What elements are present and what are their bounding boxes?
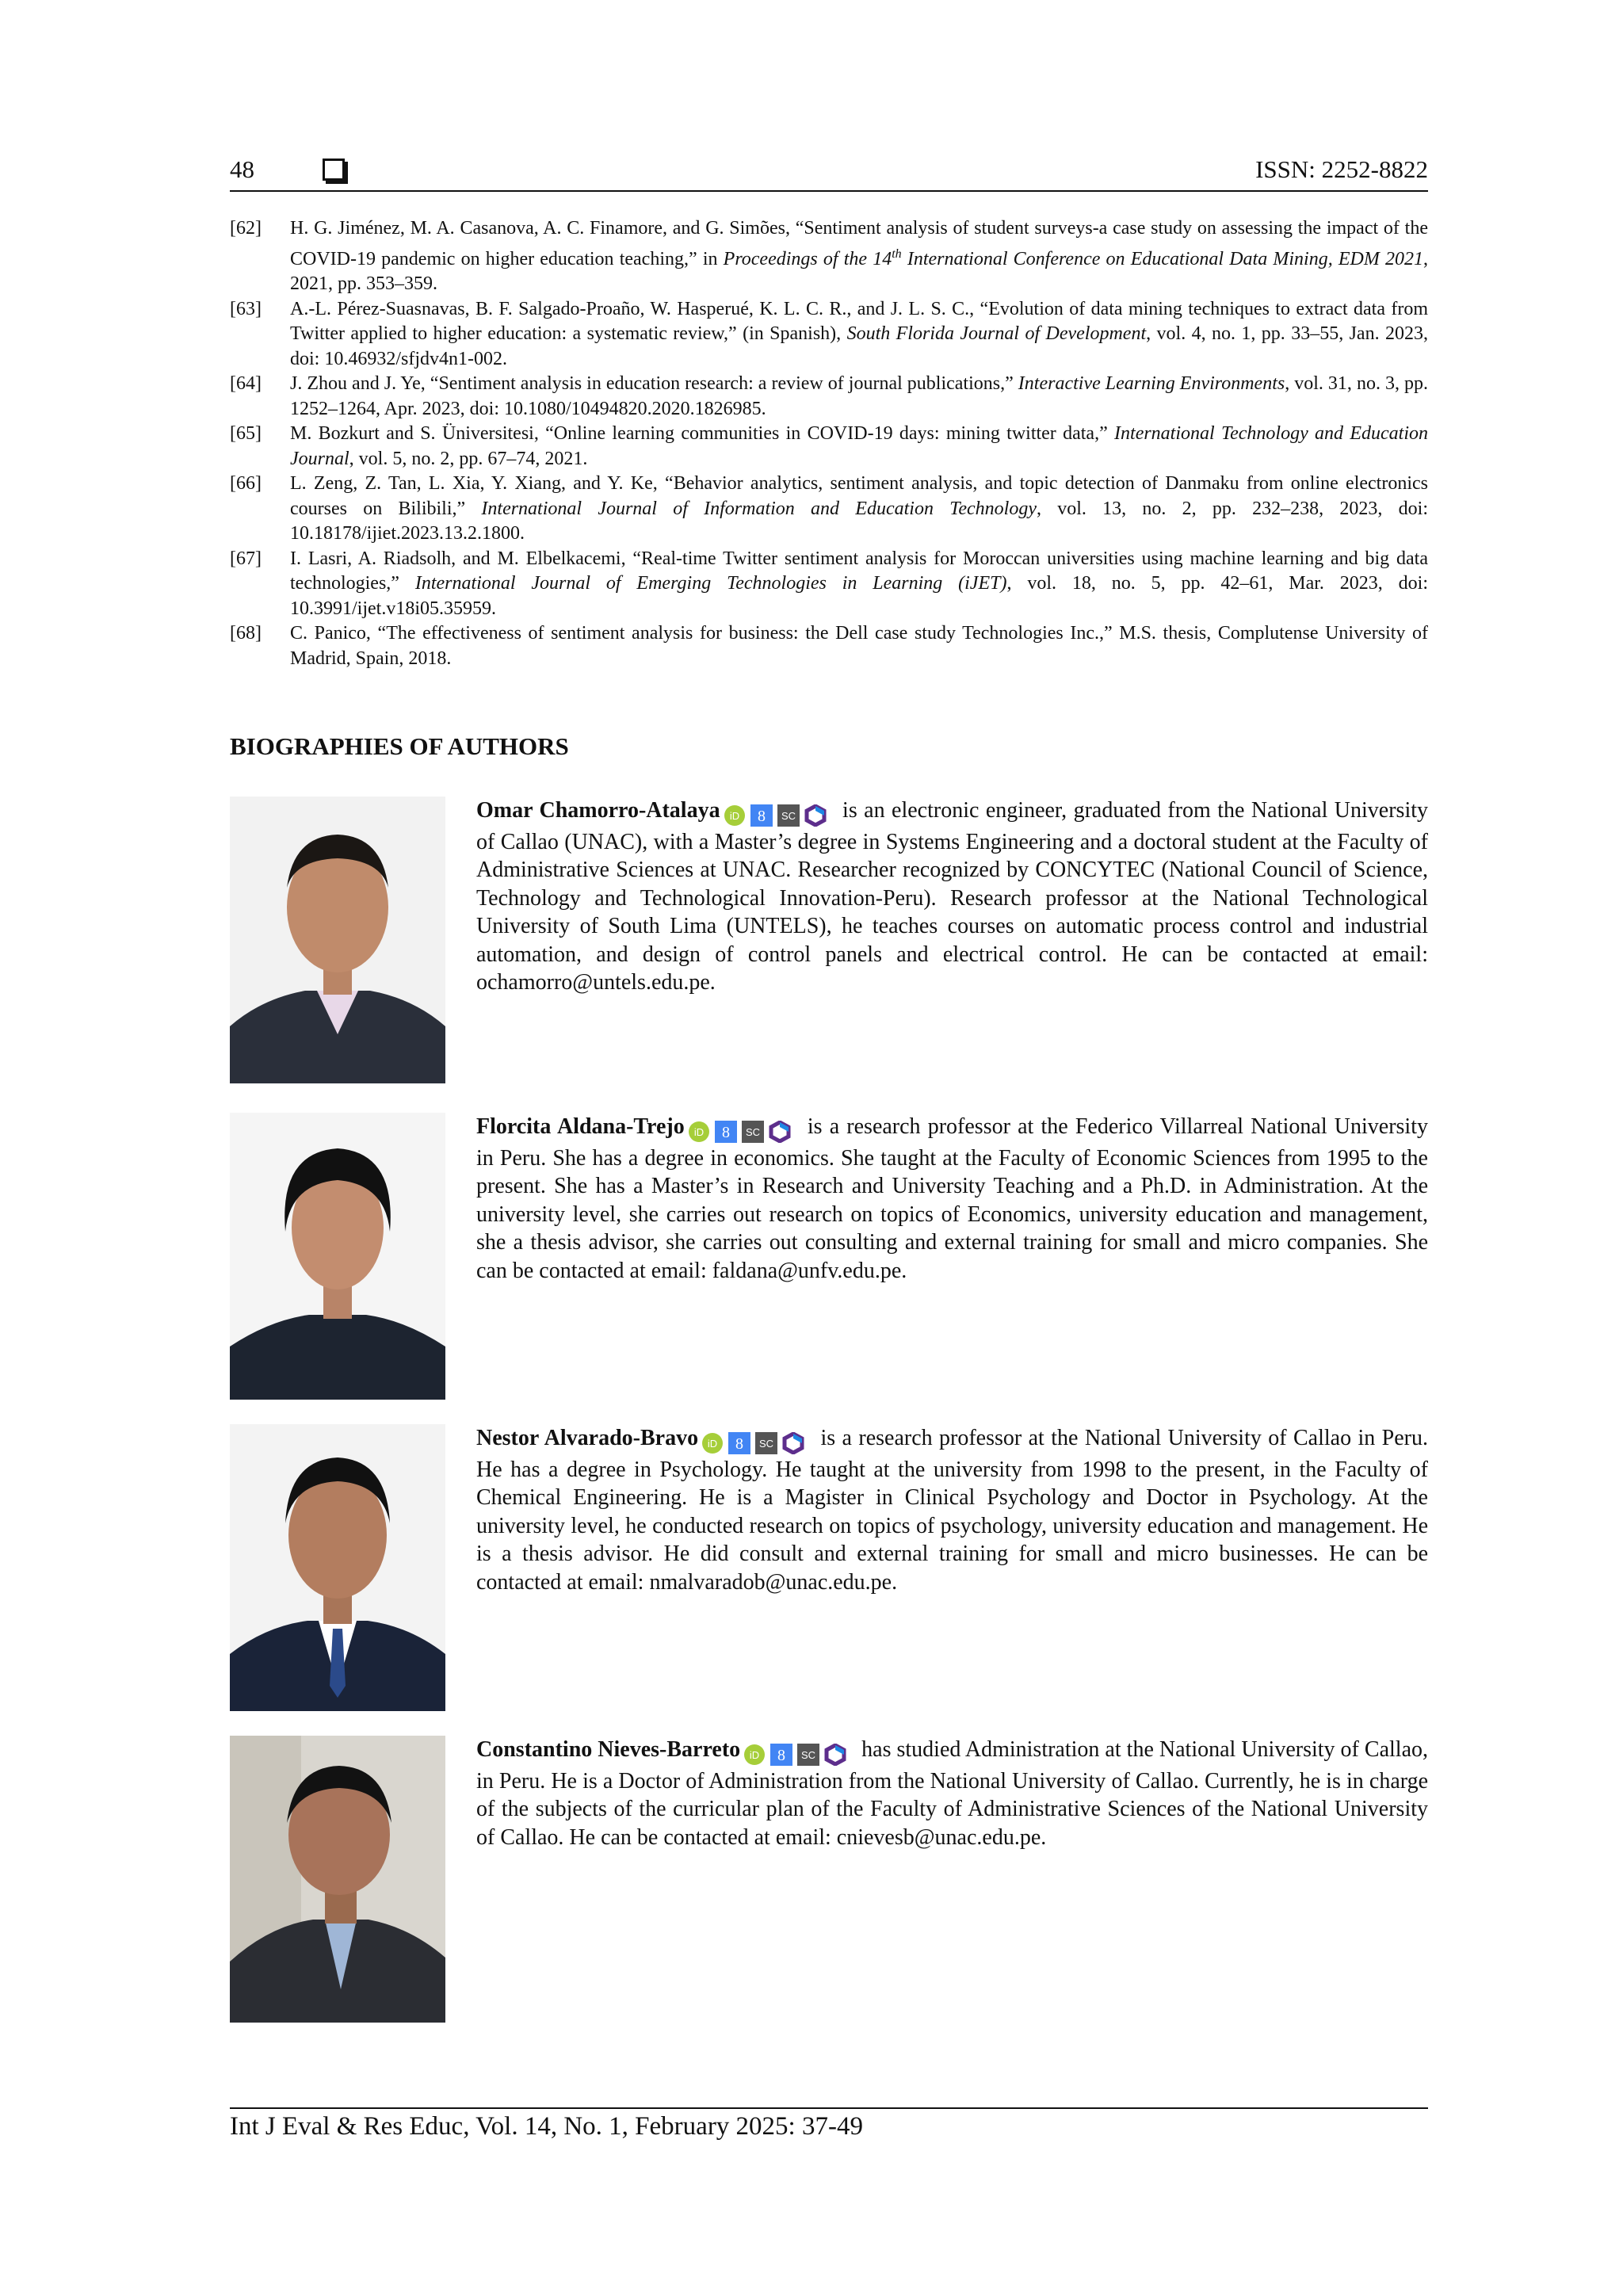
author-photo xyxy=(230,1736,445,2023)
issn: ISSN: 2252-8822 xyxy=(1255,155,1428,183)
svg-text:SC: SC xyxy=(801,1748,816,1761)
scopus-icon[interactable] xyxy=(742,1121,764,1143)
reference-number: [65] xyxy=(230,423,262,444)
scopus-icon[interactable] xyxy=(777,804,800,827)
reference-number: [67] xyxy=(230,548,262,569)
author-bio-text: has studied Administration at the National University of Callao, in Peru. He is a Doctor of Administration from the National University of Callao. Currently, he is in charge of the subjects of the curricular plan of the Faculty of Administrative Sciences of the National University of Callao. He can be contacted at email: cnievesb@unac.edu.pe. xyxy=(476,1737,1428,1850)
author-name: Omar Chamorro-Atalaya xyxy=(476,798,720,823)
reference-number: [66] xyxy=(230,473,262,494)
reference-list xyxy=(230,216,1428,671)
author-bio-text: is a research professor at the National University of Callao in Peru. He has a degree in Psychology. He taught at the university from 1998 to the present, in the Faculty of Chemical Engineering. He is a Magister in Clinical Psychology and Doctor in Psychology. At the university level, he conducted research on topics of psychology, university education and management. He is a thesis advisor. He did consult and external training for small and micro businesses. He can be contacted at email: nmalvaradob@unac.edu.pe. xyxy=(476,1426,1428,1595)
svg-text:8: 8 xyxy=(757,807,766,825)
reference-item xyxy=(230,216,1428,297)
page-number: 48 xyxy=(230,155,254,183)
profile-icons xyxy=(701,1427,809,1456)
google-scholar-icon[interactable] xyxy=(750,804,773,827)
author-name: Florcita Aldana-Trejo xyxy=(476,1114,685,1139)
reference-text: A.-L. Pérez-Suasnavas, B. F. Salgado-Proaño, W. Hasperué, K. L. C. R., and J. L. S. C., “Evolution of data mining techniques to extract data from Twitter applied to higher education: a systematic review,” (in Spanish), South Florida Journal of Development, vol. 4, no. 1, pp. 33–55, Jan. 2023, doi: 10.46932/sfjdv4n1-002. xyxy=(290,298,1428,369)
svg-text:SC: SC xyxy=(745,1125,760,1138)
publons-icon[interactable] xyxy=(824,1744,846,1766)
header-rule xyxy=(230,190,1428,192)
author-name: Constantino Nieves-Barreto xyxy=(476,1737,741,1762)
scopus-icon[interactable] xyxy=(755,1432,777,1454)
svg-text:iD: iD xyxy=(729,809,739,822)
publons-icon[interactable] xyxy=(782,1432,804,1454)
orcid-icon[interactable] xyxy=(701,1432,724,1454)
svg-text:8: 8 xyxy=(721,1123,730,1141)
square-bullet-icon xyxy=(323,159,345,181)
profile-icons xyxy=(743,1739,851,1767)
biographies-heading: BIOGRAPHIES OF AUTHORS xyxy=(230,732,569,760)
reference-number: [64] xyxy=(230,373,262,394)
page-header xyxy=(230,155,1428,195)
reference-item xyxy=(230,472,1428,547)
svg-text:iD: iD xyxy=(750,1748,760,1761)
publons-icon[interactable] xyxy=(769,1121,791,1143)
reference-number: [68] xyxy=(230,623,262,644)
reference-text: H. G. Jiménez, M. A. Casanova, A. C. Finamore, and G. Simões, “Sentiment analysis of student surveys-a case study on assessing the impact of the COVID-19 pandemic on higher education teaching,” in Proceedings of the 14th International Conference on Educational Data Mining, EDM 2021, 2021, pp. 353–359. xyxy=(290,218,1429,294)
svg-text:iD: iD xyxy=(707,1437,718,1450)
author-photo xyxy=(230,1113,445,1400)
reference-text: L. Zeng, Z. Tan, L. Xia, Y. Xiang, and Y. Ke, “Behavior analytics, sentiment analysis, and topic detection of Danmaku from online electronics courses on Bilibili,” International Journal of Information and Education Technology, vol. 13, no. 2, pp. 232–238, 2023, doi: 10.18178/ijiet.2023.13.2.1800. xyxy=(290,473,1428,544)
author-name: Nestor Alvarado-Bravo xyxy=(476,1426,699,1450)
footer-rule xyxy=(230,2107,1428,2109)
page-footer: Int J Eval & Res Educ, Vol. 14, No. 1, February 2025: 37-49 xyxy=(230,2112,863,2141)
reference-item xyxy=(230,621,1428,671)
author-bio-text: is a research professor at the Federico Villarreal National University in Peru. She has a degree in economics. She taught at the Faculty of Economic Sciences from 1995 to the present. She has a Master’s in Research and University Teaching and a Ph.D. in Administration. At the university level, she carries out research on topics of Economics, university education and management, she a thesis advisor, she carries out consulting and external training for small and micro companies. She can be contacted at email: faldana@unfv.edu.pe. xyxy=(476,1114,1428,1283)
orcid-icon[interactable] xyxy=(688,1121,710,1143)
profile-icons xyxy=(688,1116,796,1144)
google-scholar-icon[interactable] xyxy=(715,1121,737,1143)
reference-text: J. Zhou and J. Ye, “Sentiment analysis in education research: a review of journal publications,” Interactive Learning Environments, vol. 31, no. 3, pp. 1252–1264, Apr. 2023, doi: 10.1080/10494820.2020.1826985. xyxy=(290,373,1429,419)
svg-text:SC: SC xyxy=(759,1437,774,1450)
author-bio-text: is an electronic engineer, graduated from the National University of Callao (UNAC), with a Master’s degree in Systems Engineering and a doctoral student at the Faculty of Administrative Sciences at UNAC. Researcher recognized by CONCYTEC (National Council of Science, Technology and Technological Innovation-Peru). Research professor at the National Technological University of South Lima (UNTELS), he teaches courses on automatic process control and industrial automation, and design of control panels and electrical control. He can be contacted at email: ochamorro@untels.edu.pe. xyxy=(476,798,1429,995)
svg-text:8: 8 xyxy=(777,1746,786,1764)
reference-number: [63] xyxy=(230,298,262,319)
publons-icon[interactable] xyxy=(804,804,827,827)
google-scholar-icon[interactable] xyxy=(728,1432,750,1454)
svg-text:SC: SC xyxy=(781,809,796,822)
svg-text:iD: iD xyxy=(693,1125,704,1138)
reference-number: [62] xyxy=(230,218,262,239)
author-photo xyxy=(230,797,445,1083)
reference-item xyxy=(230,422,1428,472)
reference-text: M. Bozkurt and S. Üniversitesi, “Online learning communities in COVID-19 days: mining twitter data,” International Technology and Education Journal, vol. 5, no. 2, pp. 67–74, 2021. xyxy=(290,423,1429,469)
google-scholar-icon[interactable] xyxy=(770,1744,792,1766)
orcid-icon[interactable] xyxy=(743,1744,766,1766)
reference-item xyxy=(230,297,1428,372)
profile-icons xyxy=(724,800,831,828)
reference-item xyxy=(230,547,1428,622)
scopus-icon[interactable] xyxy=(797,1744,819,1766)
reference-item xyxy=(230,372,1428,422)
author-photo xyxy=(230,1424,445,1711)
reference-text: I. Lasri, A. Riadsolh, and M. Elbelkacemi, “Real-time Twitter sentiment analysis for Moroccan universities using machine learning and big data technologies,” International Journal of Emerging Technologies in Learning (iJET), vol. 18, no. 5, pp. 42–61, Mar. 2023, doi: 10.3991/ijet.v18i05.35959. xyxy=(290,548,1428,619)
svg-text:8: 8 xyxy=(735,1435,744,1453)
reference-text: C. Panico, “The effectiveness of sentiment analysis for business: the Dell case study Technologies Inc.,” M.S. thesis, Complutense University of Madrid, Spain, 2018. xyxy=(290,623,1428,669)
orcid-icon[interactable] xyxy=(724,804,746,827)
